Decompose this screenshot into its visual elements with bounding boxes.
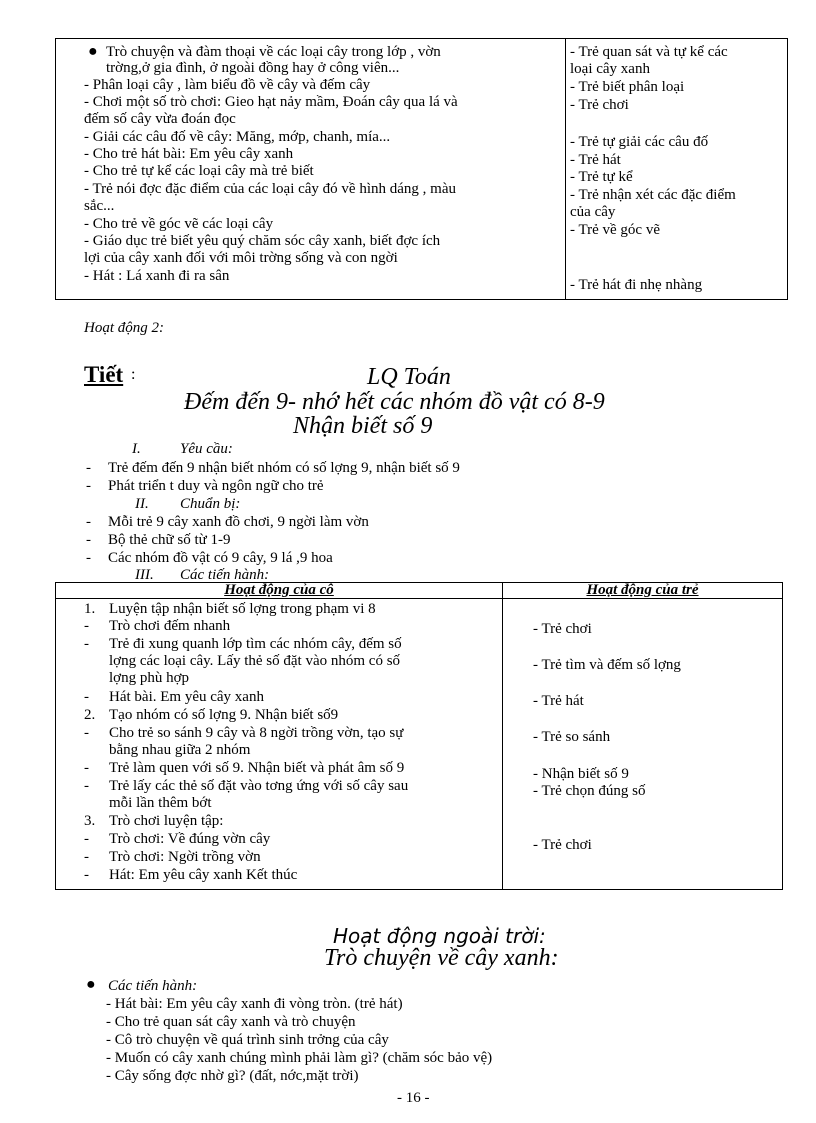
teacher-line-marker: - [84,760,89,776]
activity-table [55,582,783,890]
outdoor-item: - Hát bài: Em yêu cây xanh đi vòng tròn. (trẻ hát) [106,996,403,1012]
section-3-title: Các tiến hành: [180,567,270,583]
teacher-line-marker: - [84,867,89,883]
top-right-line: - Trẻ quan sát và tự kể các [570,44,728,60]
teacher-header-text: Hoạt động của cô [224,582,334,598]
section-3-num: III. [135,567,154,583]
child-column-header [503,583,783,599]
outdoor-heading: Hoạt động ngoài trời: [333,924,546,948]
teacher-line-text: Trẻ đi xung quanh lớp tìm các nhóm cây, đếm số [109,636,402,652]
list-dash: - [86,460,91,476]
outdoor-subheading: Trò chuyện về cây xanh: [324,945,559,971]
top-activity-table [55,38,788,300]
teacher-line-marker: - [84,618,89,634]
list-dash: - [86,532,91,548]
top-right-line: - Trẻ hát [570,152,621,168]
lesson-title-line1: Đếm đến 9- nhớ hết các nhóm đồ vật có 8-9 [184,389,605,415]
tiet-colon: : [131,366,136,383]
tiet-label-text: Tiết [84,362,124,387]
child-activity-item: - Trẻ so sánh [533,729,611,745]
section-1-item: Trẻ đếm đến 9 nhận biết nhóm có số lợng 9, nhận biết số 9 [108,460,460,476]
teacher-line-text: Hát: Em yêu cây xanh Kết thúc [109,867,298,883]
teacher-line-marker: - [84,689,89,705]
top-right-line: - Trẻ chơi [570,97,629,113]
top-right-line: - Trẻ về góc vẽ [570,222,660,238]
top-table-right-cell [566,39,788,300]
section-2-title: Chuẩn bị: [180,496,241,512]
activity2-label: Hoạt động 2: [84,320,164,336]
teacher-line-text: Trò chơi luyện tập: [109,813,224,829]
top-right-line: loại cây xanh [570,61,650,77]
child-header-text: Hoạt động của trẻ [586,582,699,598]
top-left-line: trờng,ở gia đình, ở ngoài đồng hay ở công viên... [106,60,400,76]
top-right-line: - Trẻ tự kể [570,169,633,185]
teacher-line-marker: 3. [84,813,96,829]
child-activity-item: - Trẻ chơi [533,621,592,637]
teacher-activity-cell [56,599,503,890]
list-dash: - [86,478,91,494]
lesson-subject: LQ Toán [367,364,451,390]
teacher-line-marker: - [84,849,89,865]
top-right-line: - Trẻ nhận xét các đặc điểm [570,187,736,203]
teacher-line-text: mỗi lần thêm bớt [109,795,212,811]
lesson-title-line2: Nhận biết số 9 [293,413,433,439]
section-1-num: I. [132,441,141,457]
top-table-left-cell [56,39,566,300]
bullet-icon: ● [86,976,96,993]
section-2-item: Bộ thẻ chữ số từ 1-9 [108,532,231,548]
child-activity-item: - Trẻ hát [533,693,584,709]
list-dash: - [86,514,91,530]
section-2-num: II. [135,496,149,512]
tiet-label [84,362,123,388]
outdoor-item: - Muốn có cây xanh chúng mình phải làm gì? (chăm sóc bảo vệ) [106,1050,493,1066]
section-2-item: Mỗi trẻ 9 cây xanh đồ chơi, 9 ngời làm vờn [108,514,369,530]
top-right-line: của cây [570,204,616,220]
teacher-line-text: lợng phù hợp [109,670,190,686]
section-1-item: Phát triển t duy và ngôn ngữ cho trẻ [108,478,324,494]
top-left-line: - Cho trẻ về góc vẽ các loại cây [84,216,274,232]
teacher-line-text: Luyện tập nhận biết số lợng trong phạm vi 8 [109,601,376,617]
teacher-line-marker: - [84,831,89,847]
top-left-line: - Phân loại cây , làm biểu đồ về cây và đếm cây [84,77,371,93]
child-activity-item: - Nhận biết số 9 [533,766,629,782]
outdoor-item: - Cây sống đợc nhờ gì? (đất, nớc,mặt trời) [106,1068,359,1084]
teacher-line-text: bằng nhau giữa 2 nhóm [109,742,251,758]
top-right-line: - Trẻ tự giải các câu đố [570,134,709,150]
bullet-icon: ● [88,43,98,60]
teacher-line-marker: 1. [84,601,96,617]
teacher-line-text: Trẻ làm quen với số 9. Nhận biết và phát âm số 9 [109,760,405,776]
top-left-line: - Chơi một số trò chơi: Gieo hạt nảy mầm, Đoán cây qua lá và [84,94,458,110]
teacher-line-text: Trò chơi: Về đúng vờn cây [109,831,271,847]
page-number: - 16 - [397,1090,430,1106]
section-2-item: Các nhóm đồ vật có 9 cây, 9 lá ,9 hoa [108,550,333,566]
list-dash: - [86,550,91,566]
top-left-line: - Trẻ nói đợc đặc điểm của các loại cây đó về hình dáng , màu [84,181,456,197]
top-right-line: - Trẻ hát đi nhẹ nhàng [570,277,703,293]
outdoor-item: - Cô trò chuyện về quá trình sinh trởng của cây [106,1032,389,1048]
top-left-line: - Cho trẻ tự kể các loại cây mà trẻ biết [84,163,314,179]
teacher-line-marker: - [84,636,89,652]
teacher-line-text: Trò chơi đếm nhanh [109,618,231,634]
outdoor-procedure-title: Các tiến hành: [108,978,198,994]
top-left-line: - Giáo dục trẻ biết yêu quý chăm sóc cây xanh, biết đợc ích [84,233,441,249]
teacher-line-marker: 2. [84,707,96,723]
top-right-line: - Trẻ biết phân loại [570,79,685,95]
top-left-line: - Hát : Lá xanh đi ra sân [84,268,230,284]
child-activity-item: - Trẻ tìm và đếm số lợng [533,657,681,673]
child-activity-item: - Trẻ chọn đúng số [533,783,646,799]
child-activity-cell [503,599,783,890]
teacher-line-text: lợng các loại cây. Lấy thẻ số đặt vào nhóm có số [109,653,401,669]
teacher-line-text: Cho trẻ so sánh 9 cây và 8 ngời trồng vờn, tạo sự [109,725,404,741]
top-left-line: sắc... [84,198,115,214]
teacher-line-marker: - [84,778,89,794]
top-left-line: Trò chuyện và đàm thoại về các loại cây trong lớp , vờn [106,44,441,60]
teacher-line-text: Trẻ lấy các thẻ số đặt vào tơng ứng với số cây sau [109,778,409,794]
top-left-line: lợi của cây xanh đối với môi trờng sống và con ngời [84,250,398,266]
top-left-line: đếm số cây vừa đoán đọc [84,111,236,127]
top-left-line: - Giải các câu đố về cây: Măng, mớp, chanh, mía... [84,129,391,145]
child-activity-item: - Trẻ chơi [533,837,592,853]
top-left-line: - Cho trẻ hát bài: Em yêu cây xanh [84,146,294,162]
teacher-line-marker: - [84,725,89,741]
teacher-column-header [56,583,503,599]
teacher-line-text: Hát bài. Em yêu cây xanh [109,689,264,705]
teacher-line-text: Tạo nhóm có số lợng 9. Nhận biết số9 [109,707,339,723]
section-1-title: Yêu cầu: [180,441,233,457]
teacher-line-text: Trò chơi: Ngời trồng vờn [109,849,261,865]
outdoor-item: - Cho trẻ quan sát cây xanh và trò chuyện [106,1014,356,1030]
